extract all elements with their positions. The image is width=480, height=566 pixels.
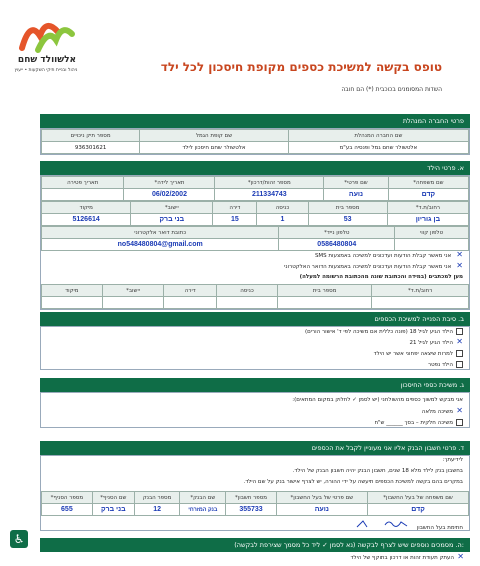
bank-number-field[interactable]: 12 bbox=[134, 504, 179, 516]
id-number-field[interactable]: 211334743 bbox=[215, 189, 324, 201]
mail-house-field[interactable] bbox=[277, 297, 371, 309]
reason-label: למרות שיצאה יפחוני אשר יש הילד bbox=[373, 351, 453, 357]
withdraw-intro: אני מבקש למשוך כספים מהשולחני (יש לסמן ✓ לחלוק במקום המתאים): bbox=[292, 397, 463, 403]
mail-header: יישוב* bbox=[102, 285, 164, 297]
reason-checkbox[interactable] bbox=[456, 361, 463, 368]
company-header: מספר תיק ניכויים bbox=[42, 130, 140, 142]
mail-entrance-field[interactable] bbox=[216, 297, 277, 309]
child-header: שם משפחה* bbox=[388, 177, 468, 189]
full-withdraw-row bbox=[41, 407, 469, 418]
withdraw-options bbox=[40, 392, 470, 428]
sms-consent-checkbox[interactable]: ✕ bbox=[456, 250, 463, 259]
signature-field[interactable] bbox=[355, 522, 415, 531]
company-header: שם החברה המנהלת bbox=[288, 130, 468, 142]
mobile-field[interactable]: 0586480804 bbox=[279, 239, 395, 251]
contact-header: כתובת דואר אלקטרוני bbox=[42, 227, 279, 239]
bank-section-header: ד. פרטי חשבון הבנק אליו אני מעוניין לקבל את הכספים bbox=[40, 441, 470, 455]
required-note: השדות המסומנים בכוכבית (*) הם חובה bbox=[341, 86, 442, 93]
email-consent-label: אני מאשר קבלת הודעות ועדכונים למשיכה באמצעות הדואר האלקטרוני bbox=[284, 264, 452, 270]
bank-header: שם משפחה של בעל החשבון* bbox=[368, 492, 469, 504]
signature-row bbox=[41, 518, 469, 529]
last-name-field[interactable]: קדם bbox=[388, 189, 468, 201]
email-consent-row bbox=[41, 262, 469, 273]
birth-date-field[interactable]: 06/02/2002 bbox=[124, 189, 215, 201]
reason-label: הילד הגיע לגיל 21 bbox=[409, 340, 453, 346]
withdraw-section-header: ג. משיכת כספי החיסכון bbox=[40, 378, 470, 392]
bank-header: שם הבנק* bbox=[180, 492, 226, 504]
reason-checkbox[interactable] bbox=[456, 350, 463, 357]
docs-section-header: ה. מסמכים נוספים שיש לצרף לבקשה (נא לסמן ✓ ליד כל מסמך שצירפת לבקשה): bbox=[40, 538, 470, 552]
branch-name-field[interactable]: בני ברק bbox=[92, 504, 134, 516]
mail-header: רחוב/ת.ד* bbox=[372, 285, 469, 297]
company-table bbox=[40, 128, 470, 155]
branch-number-field[interactable]: 655 bbox=[42, 504, 93, 516]
partial-withdraw-label: משיכה חלקית – בסך bbox=[404, 420, 453, 426]
sms-consent-label: אני מאשר קבלת הודעות ועדכונים למשיכה באמצעות SMS bbox=[314, 253, 452, 259]
holder-first-name-field[interactable]: נועה bbox=[276, 504, 368, 516]
signature-label: חתימת בעל החשבון bbox=[416, 525, 463, 531]
partial-withdraw-checkbox[interactable] bbox=[456, 419, 463, 426]
house-number-field[interactable]: 53 bbox=[308, 214, 387, 226]
signature-scribble-icon bbox=[355, 519, 415, 529]
address-header: מיקוד bbox=[42, 202, 131, 214]
holder-last-name-field[interactable]: קדם bbox=[368, 504, 469, 516]
mail-street-field[interactable] bbox=[372, 297, 469, 309]
death-date-field[interactable] bbox=[42, 189, 124, 201]
bank-details bbox=[40, 455, 470, 531]
zip-field[interactable]: 5126614 bbox=[42, 214, 131, 226]
child-section-header: א. פרטי הילד bbox=[40, 161, 470, 175]
currency-label: ש"ח bbox=[374, 420, 385, 426]
address-header: יישוב* bbox=[131, 202, 213, 214]
partial-withdraw-row: משיכה חלקית – בסך ______ ש"ח bbox=[41, 418, 469, 429]
mail-header: כניסה bbox=[216, 285, 277, 297]
deduction-file-number: 936301621 bbox=[42, 142, 140, 154]
child-header: שם פרטי* bbox=[324, 177, 389, 189]
city-field[interactable]: בני ברק bbox=[131, 214, 213, 226]
apartment-field[interactable]: 15 bbox=[213, 214, 257, 226]
bank-note: בחשבון בנק לילד מלא 18 שנים, חשבון הבנק יהיה חשבון הבנק של הילד. bbox=[292, 468, 463, 474]
docs-checkbox[interactable]: ✕ bbox=[457, 552, 464, 561]
child-header: תאריך פטירה bbox=[42, 177, 124, 189]
landline-field[interactable] bbox=[395, 239, 469, 251]
reason-checkbox[interactable] bbox=[456, 328, 463, 335]
company-name: אלטשולר שחם גמל ופנסיה בע"מ bbox=[288, 142, 468, 154]
mail-header: מספר בית bbox=[277, 285, 371, 297]
reason-item bbox=[41, 349, 469, 360]
mail-city-field[interactable] bbox=[102, 297, 164, 309]
contact-header: טלפון נייד* bbox=[279, 227, 395, 239]
bank-name-field[interactable]: בנק המזרחי bbox=[180, 504, 226, 516]
reason-item bbox=[41, 360, 469, 371]
mail-header: דירה bbox=[164, 285, 217, 297]
reason-list bbox=[40, 326, 470, 370]
bank-header: שם הסניף* bbox=[92, 492, 134, 504]
company-section-header: פרטי החברה המנהלת bbox=[40, 114, 470, 128]
child-header: תאריך לידה* bbox=[124, 177, 215, 189]
bank-note-title: לידיעתך: bbox=[442, 457, 463, 463]
mail-header: מיקוד bbox=[42, 285, 103, 297]
sms-consent-row bbox=[41, 251, 469, 262]
full-withdraw-label: משיכה מלאה bbox=[421, 409, 453, 415]
address-header: כניסה bbox=[257, 202, 308, 214]
logo-subtext: ניהול ובניית תיקי השקעות • ייעוץ bbox=[14, 68, 78, 73]
email-field[interactable]: no548480804@gmail.com bbox=[42, 239, 279, 251]
street-field[interactable]: בן גוריון bbox=[387, 214, 468, 226]
reason-label: הילד נפטר bbox=[427, 362, 453, 368]
contact-header: טלפון קווי bbox=[395, 227, 469, 239]
form-title: טופס בקשה למשיכת כספים מקופת חיסכון לכל ילד bbox=[160, 60, 442, 74]
child-header: מספר זהות/דרכון* bbox=[215, 177, 324, 189]
reason-item bbox=[41, 338, 469, 349]
accessibility-icon[interactable]: ♿ bbox=[10, 530, 28, 548]
logo-mark-icon bbox=[10, 10, 80, 55]
bank-header: שם פרטי של בעל החשבון* bbox=[276, 492, 368, 504]
docs-first-item bbox=[40, 553, 470, 562]
reason-item bbox=[41, 327, 469, 338]
address-header: רחוב/ת.ד* bbox=[387, 202, 468, 214]
company-logo bbox=[10, 10, 80, 80]
bank-header: מספר הסניף* bbox=[42, 492, 93, 504]
mail-apartment-field[interactable] bbox=[164, 297, 217, 309]
email-consent-checkbox[interactable]: ✕ bbox=[456, 261, 463, 270]
logo-brand-text: אלשוולד שחם bbox=[17, 55, 77, 65]
entrance-field[interactable]: 1 bbox=[257, 214, 308, 226]
company-header: שם קופת הגמל bbox=[140, 130, 289, 142]
reason-section-header: ב. סיבת הפנייה למשיכת הכספים bbox=[40, 312, 470, 326]
fund-name: אלטשולר שחם חיסכון לילד bbox=[140, 142, 289, 154]
full-withdraw-checkbox[interactable]: ✕ bbox=[456, 406, 463, 415]
account-number-field[interactable]: 355733 bbox=[226, 504, 276, 516]
address-header: מספר בית bbox=[308, 202, 387, 214]
reason-label: הילד הגיע לגיל 18 (פונה כללית אם משיכה לפי ד' אישור הורים) bbox=[305, 329, 453, 335]
bank-header: מספר חשבון* bbox=[226, 492, 276, 504]
mail-zip-field[interactable] bbox=[42, 297, 103, 309]
reason-checkbox-checked[interactable]: ✕ bbox=[456, 337, 463, 346]
mail-address-title: מען למכתבים (במידה והכתובת שונה מהכתובת הרשומה למעלה) bbox=[299, 274, 463, 280]
address-header: דירה bbox=[213, 202, 257, 214]
child-details-table bbox=[40, 175, 470, 310]
bank-note: במקרים בהם בקשה למשיכת הכספים תיעשה על ידי ההורה, יש לצרף אישור בנק על שם הילד. bbox=[243, 479, 463, 485]
first-name-field[interactable]: נועה bbox=[324, 189, 389, 201]
bank-header: מספר הבנק bbox=[134, 492, 179, 504]
docs-label: העתק תעודת זהות או דרכון בתוקף של הילד bbox=[350, 555, 454, 561]
